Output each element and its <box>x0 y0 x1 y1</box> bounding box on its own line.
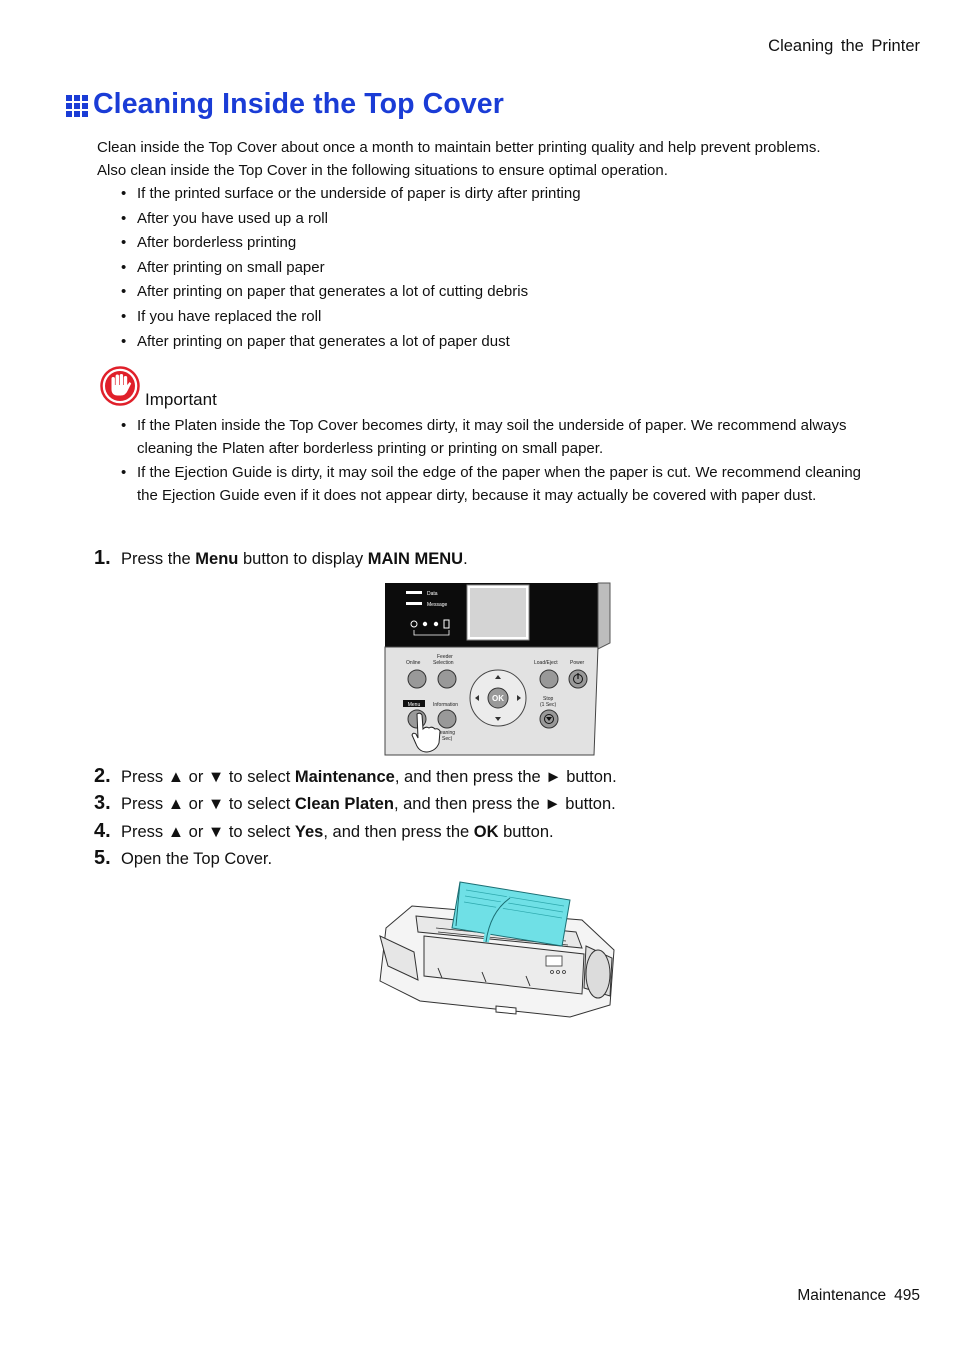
page-number: 495 <box>894 1287 920 1304</box>
intro-line-2: Also clean inside the Top Cover in the following situations to ensure optimal operation. <box>97 162 668 179</box>
running-header: Cleaning the Printer <box>768 37 920 55</box>
power-label: Power <box>570 660 585 666</box>
feeder-label: Feeder <box>437 654 453 660</box>
important-label: Important <box>145 390 217 409</box>
printer-top-cover-illustration <box>376 876 622 1020</box>
important-list <box>121 414 861 508</box>
step-3: 3. Press ▲ or ▼ to select Clean Platen, and then press the ► button. <box>94 792 616 814</box>
list-item: • After you have used up a roll <box>121 209 328 227</box>
step-2: 2. Press ▲ or ▼ to select Maintenance, and then press the ► button. <box>94 765 617 787</box>
step-1: 1. Press the Menu button to display MAIN MENU. <box>94 547 468 569</box>
message-lamp-label: Message <box>427 602 448 608</box>
list-item: • If the Ejection Guide is dirty, it may soil the edge of the paper when the paper is cut. We recommend cleaning the Ejection Guide even if it does not appear dirty, because it may actually be covered with paper dust. <box>121 464 861 504</box>
list-item: • After printing on small paper <box>121 258 325 276</box>
list-item: • After borderless printing <box>121 234 297 252</box>
stop-sec-label: (1 Sec) <box>540 702 557 708</box>
menu-button-label: Menu <box>407 702 421 708</box>
situation-list <box>121 182 581 354</box>
step-5: 5. Open the Top Cover. <box>94 847 273 869</box>
information-label: Information <box>433 702 459 708</box>
step-4: 4. Press ▲ or ▼ to select Yes, and then press the OK button. <box>94 820 554 842</box>
data-lamp-label: Data <box>427 591 438 597</box>
page-title: Cleaning Inside the Top Cover <box>93 88 504 120</box>
list-item: • After printing on paper that generates a lot of cutting debris <box>121 283 529 301</box>
intro-line-1: Clean inside the Top Cover about once a month to maintain better printing quality and help prevent problems. <box>97 139 821 156</box>
footer-section: Maintenance <box>797 1287 887 1304</box>
list-item: • After printing on paper that generates a lot of paper dust <box>121 332 510 350</box>
cleaning-label: eaning <box>440 730 456 736</box>
operation-panel-illustration <box>384 582 614 756</box>
online-label: Online <box>406 660 421 666</box>
grid-icon <box>66 95 88 117</box>
feeder-selection-label: Selection <box>433 660 454 666</box>
list-item: • If you have replaced the roll <box>121 307 322 325</box>
load-eject-label: Load/Eject <box>534 660 558 666</box>
stop-label: Stop <box>543 696 554 702</box>
cleaning-sec-label: Sec) <box>442 736 453 742</box>
list-item: • If the printed surface or the underside of paper is dirty after printing <box>121 185 581 202</box>
list-item: • If the Platen inside the Top Cover becomes dirty, it may soil the underside of paper. We recommend always cleaning the Platen after borderless printing or printing on small paper. <box>121 417 847 457</box>
hand-stop-icon <box>100 366 140 406</box>
ok-button-label: OK <box>492 694 504 703</box>
page-footer <box>797 1287 920 1305</box>
